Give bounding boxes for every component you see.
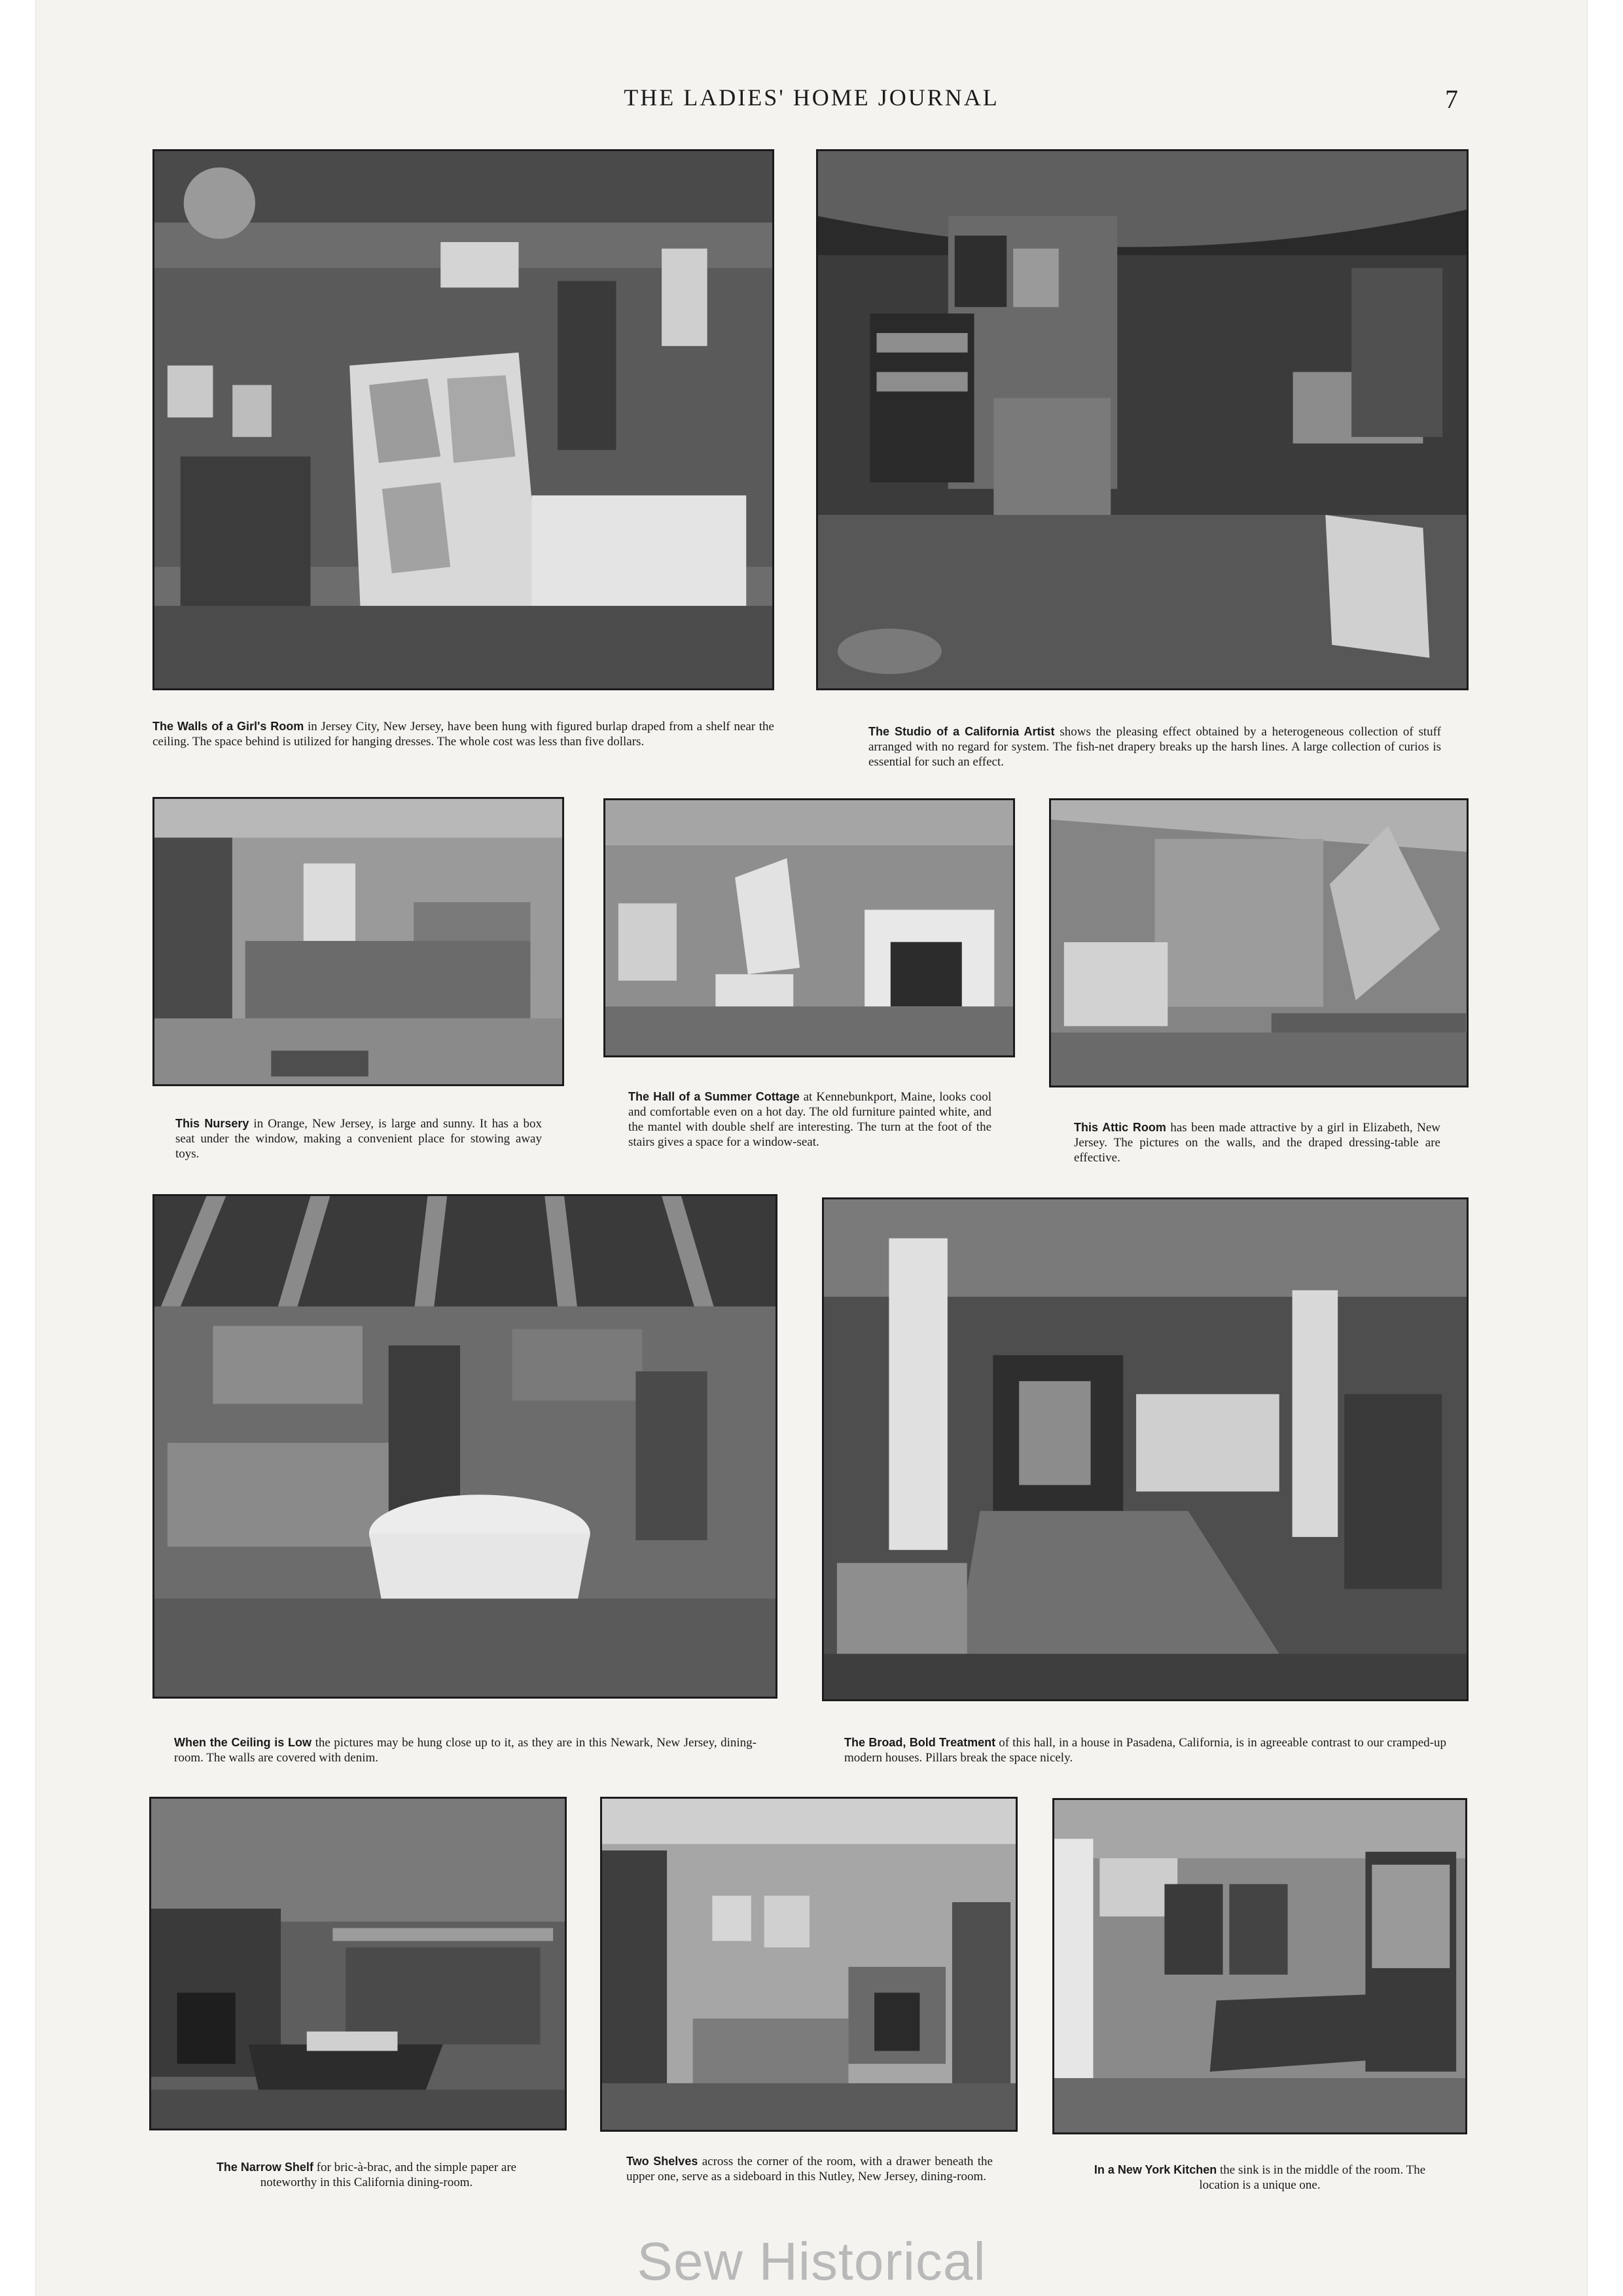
- caption-new-york-kitchen: [1077, 2163, 1443, 2193]
- caption-text: the sink is in the middle of the room. The location is a unique one.: [1199, 2163, 1426, 2192]
- caption-text: for bric-à-brac, and the simple paper are noteworthy in this California dining-room.: [260, 2161, 517, 2189]
- caption-text: in Jersey City, New Jersey, have been hung with figured burlap draped from a shelf near the ceiling. The space behind is utilized for hanging dresses. The whole cost was less than five dollars.: [152, 720, 774, 749]
- caption-text: the pictures may be hung close up to it, as they are in this Newark, New Jersey, dining-room. The walls are covered with denim.: [174, 1736, 757, 1765]
- caption-summer-cottage-hall: [628, 1089, 991, 1150]
- photo-nutley-dining-room: [600, 1797, 1018, 2132]
- photo-attic-room: [1049, 798, 1469, 1087]
- caption-text: shows the pleasing effect obtained by a heterogeneous collection of stuff arranged with no regard for system. The fish-net drapery breaks up the harsh lines. A large collection of curios is essential for such an effect.: [868, 725, 1441, 769]
- caption-text: at Kennebunkport, Maine, looks cool and comfortable even on a hot day. The old furniture painted white, and the mantel with double shelf are interesting. The turn at the foot of the stairs gives a space for a window-seat.: [628, 1090, 991, 1149]
- caption-california-studio: [868, 724, 1441, 769]
- photo-girls-room: [152, 149, 774, 690]
- caption-newark-dining-room: [174, 1735, 757, 1765]
- caption-lead: When the Ceiling is Low: [174, 1736, 312, 1749]
- caption-nursery: [175, 1116, 542, 1161]
- caption-lead: The Hall of a Summer Cottage: [628, 1090, 800, 1103]
- watermark: Sew Historical: [637, 2232, 986, 2291]
- caption-lead: The Narrow Shelf: [216, 2161, 313, 2174]
- caption-lead: This Attic Room: [1074, 1121, 1166, 1134]
- caption-text: across the corner of the room, with a drawer beneath the upper one, serve as a sideboard in this Nutley, New Jersey, dining-room.: [626, 2155, 993, 2183]
- photo-newark-dining-room: [152, 1194, 777, 1699]
- caption-lead: In a New York Kitchen: [1094, 2163, 1217, 2176]
- caption-attic-room: [1074, 1120, 1440, 1165]
- caption-text: in Orange, New Jersey, is large and sunny. It has a box seat under the window, making a convenient place for stowing away toys.: [175, 1117, 542, 1161]
- caption-lead: This Nursery: [175, 1117, 249, 1130]
- photo-nursery: [152, 797, 564, 1086]
- caption-girls-room: [152, 719, 774, 749]
- photo-pasadena-hall: [822, 1197, 1469, 1701]
- photo-california-studio: [816, 149, 1469, 690]
- caption-lead: The Walls of a Girl's Room: [152, 720, 304, 733]
- photo-summer-cottage-hall: [603, 798, 1015, 1057]
- caption-lead: The Broad, Bold Treatment: [844, 1736, 996, 1749]
- photo-new-york-kitchen: [1052, 1798, 1467, 2134]
- journal-title: THE LADIES' HOME JOURNAL: [624, 84, 999, 111]
- caption-text: of this hall, in a house in Pasadena, California, is in agreeable contrast to our cramped-up modern houses. Pillars break the space nicely.: [844, 1736, 1446, 1765]
- caption-nutley-dining-room: [626, 2154, 993, 2184]
- caption-text: has been made attractive by a girl in Elizabeth, New Jersey. The pictures on the walls, and the draped dressing-table are effective.: [1074, 1121, 1440, 1165]
- page-number: 7: [1445, 84, 1458, 114]
- caption-pasadena-hall: [844, 1735, 1446, 1765]
- caption-lead: The Studio of a California Artist: [868, 725, 1055, 738]
- photo-california-dining-room: [149, 1797, 567, 2130]
- caption-california-dining-room: [196, 2160, 537, 2190]
- caption-lead: Two Shelves: [626, 2155, 698, 2168]
